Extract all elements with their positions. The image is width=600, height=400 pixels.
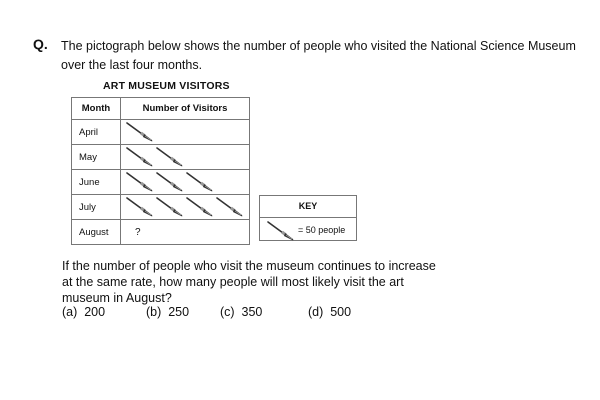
paintbrush-icon xyxy=(155,152,185,163)
paintbrush-icon xyxy=(185,202,215,213)
choice-d[interactable]: (d) 500 xyxy=(308,305,352,319)
visitors-cell xyxy=(121,120,250,145)
visitors-cell xyxy=(121,220,250,245)
visitors-cell xyxy=(121,170,250,195)
key-title: KEY xyxy=(260,196,356,218)
question-text: The pictograph below shows the number of people who visited the National Science Museum over the last four months. xyxy=(61,39,576,72)
paintbrush-icon xyxy=(185,177,215,188)
table-row xyxy=(72,145,250,170)
paintbrush-icon xyxy=(155,177,185,188)
paintbrush-icon xyxy=(125,202,155,213)
table-row xyxy=(72,170,250,195)
unknown-value: ? xyxy=(135,226,141,238)
table-row xyxy=(72,195,250,220)
header-visitors: Number of Visitors xyxy=(121,98,250,120)
choice-a[interactable]: (a) 200 xyxy=(62,305,106,319)
key-box xyxy=(259,195,357,241)
paintbrush-icon xyxy=(155,202,185,213)
table-row xyxy=(72,220,250,245)
month-cell: June xyxy=(72,170,121,195)
key-text: = 50 people xyxy=(298,225,346,235)
key-paintbrush-icon xyxy=(266,220,296,242)
header-month: Month xyxy=(72,98,121,120)
visitors-cell xyxy=(121,145,250,170)
month-cell: May xyxy=(72,145,121,170)
visitors-cell xyxy=(121,195,250,220)
month-cell: July xyxy=(72,195,121,220)
table-row xyxy=(72,120,250,145)
choice-c[interactable]: (c) 350 xyxy=(220,305,263,319)
paintbrush-icon xyxy=(125,177,155,188)
paintbrush-icon xyxy=(125,152,155,163)
followup-question: If the number of people who visit the museum continues to increase at the same rate, how many people will most likely visit the art museum in August? xyxy=(62,259,436,305)
choice-b[interactable]: (b) 250 xyxy=(146,305,190,319)
pictograph-table xyxy=(71,97,250,245)
pictograph-title: ART MUSEUM VISITORS xyxy=(103,80,230,92)
paintbrush-icon xyxy=(125,127,155,138)
paintbrush-icon xyxy=(215,202,245,213)
month-cell: April xyxy=(72,120,121,145)
month-cell: August xyxy=(72,220,121,245)
question-label: Q. xyxy=(33,36,48,52)
